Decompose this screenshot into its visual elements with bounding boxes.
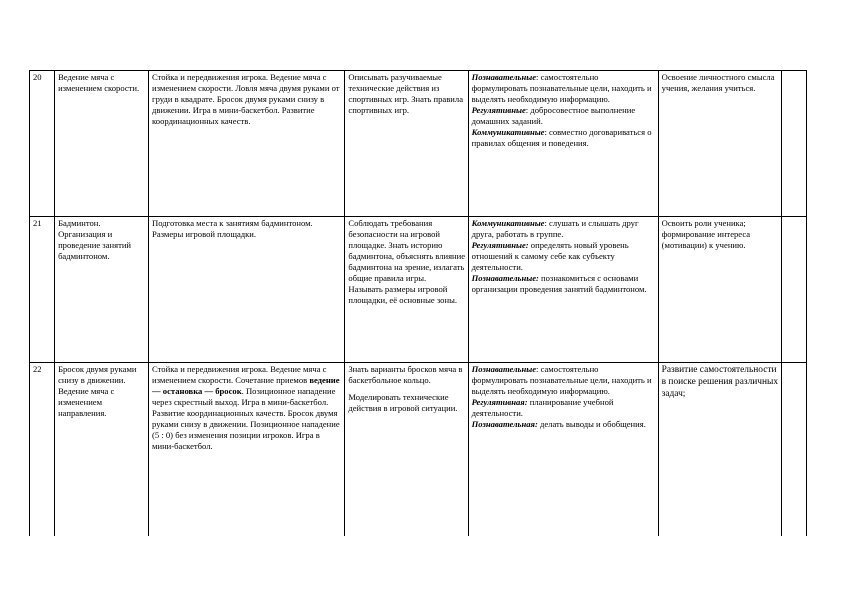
- activity-text: Моделировать технические действия в игровой ситуации.: [348, 392, 458, 413]
- content-bold-text: ведение — остановка — бросок: [152, 375, 340, 396]
- uud-text: : самостоятельно формулировать познавательные цели, находить и выделять необходимую информацию.: [471, 72, 652, 104]
- lesson-topic: Бросок двумя руками снизу в движении. Ведение мяча с изменением направления.: [55, 363, 149, 537]
- lesson-number: 22: [30, 363, 55, 537]
- lesson-content: [149, 363, 345, 537]
- student-activity: [345, 363, 468, 537]
- activity-text: Соблюдать требования безопасности на игровой площадке. Знать историю бадминтона, объяснять влияние бадминтона на зрение, излагать общие правила игры.: [348, 218, 466, 283]
- uud-text: : добросовестное выполнение домашних заданий.: [471, 105, 636, 126]
- personal-results: Освоение личностного смысла учения, желания учиться.: [658, 71, 781, 217]
- lesson-topic: Ведение мяча с изменением скорости.: [55, 71, 149, 217]
- uud-label: Познавательные: [471, 364, 537, 374]
- table-row: [30, 363, 807, 537]
- uud-label: Коммуникативные: [471, 127, 545, 137]
- lesson-content: Подготовка места к занятиям бадминтоном. Размеры игровой площадки.: [149, 217, 345, 363]
- lesson-topic: Бадминтон. Организация и проведение занятий бадминтоном.: [55, 217, 149, 363]
- learning-actions: [468, 217, 658, 363]
- uud-label: Регулятивные:: [471, 240, 529, 250]
- student-activity: [345, 217, 468, 363]
- activity-text: Называть размеры игровой площадки, её основные зоны.: [348, 284, 457, 305]
- student-activity: Описывать разучиваемые технические действия из спортивных игр. Знать правила спортивных игр.: [345, 71, 468, 217]
- learning-actions: [468, 71, 658, 217]
- uud-label: Регулятивная:: [471, 397, 528, 407]
- uud-text: делать выводы и обобщения.: [537, 419, 646, 429]
- lesson-content: Стойка и передвижения игрока. Ведение мяча с изменением скорости. Ловля мяча двумя руками от груди в квадрате. Бросок двумя руками снизу в движении. Игра в мини-баскетбол. Развитие координационных качеств.: [149, 71, 345, 217]
- content-text: (5 : 0) без изменения позиции игроков. Игра в мини-баскетбол.: [152, 430, 320, 451]
- lesson-plan-table: [29, 70, 807, 536]
- activity-text: Знать варианты бросков мяча в баскетбольное кольцо.: [348, 364, 463, 385]
- uud-label: Познавательные: [471, 72, 537, 82]
- uud-text: : слушать и слышать друг друга, работать в группе.: [471, 218, 639, 239]
- content-text: . Позиционное нападение через скрестный выход. Игра в мини-баскетбол. Развитие координационных качеств. Бросок двумя руками снизу в движении. Позиционное нападение: [152, 386, 340, 429]
- uud-label: Познавательная:: [471, 419, 538, 429]
- empty-cell: [781, 71, 806, 217]
- uud-text: : самостоятельно формулировать познавательные цели, находить и выделять необходимую информацию.: [471, 364, 652, 396]
- uud-label: Регулятивные: [471, 105, 526, 115]
- personal-results: Развитие самостоятельности в поиске решения различных задач;: [658, 363, 781, 537]
- uud-text: планирование учебной деятельности.: [471, 397, 614, 418]
- learning-actions: [468, 363, 658, 537]
- personal-results: Освоить роли ученика; формирование интереса (мотивации) к учению.: [658, 217, 781, 363]
- uud-label: Коммуникативные: [471, 218, 545, 228]
- table-row: [30, 71, 807, 217]
- lesson-number: 21: [30, 217, 55, 363]
- content-text: Стойка и передвижения игрока. Ведение мяча с изменением скорости. Сочетание приемов: [152, 364, 327, 385]
- table-row: [30, 217, 807, 363]
- empty-cell: [781, 363, 806, 537]
- uud-text: : совместно договариваться о правилах общения и поведения.: [471, 127, 652, 148]
- uud-text: познакомиться с основами организации проведения занятий бадминтоном.: [471, 273, 647, 294]
- empty-cell: [781, 217, 806, 363]
- lesson-number: 20: [30, 71, 55, 217]
- uud-text: определять новый уровень отношений к самому себе как субъекту деятельности.: [471, 240, 629, 272]
- uud-label: Познавательные:: [471, 273, 539, 283]
